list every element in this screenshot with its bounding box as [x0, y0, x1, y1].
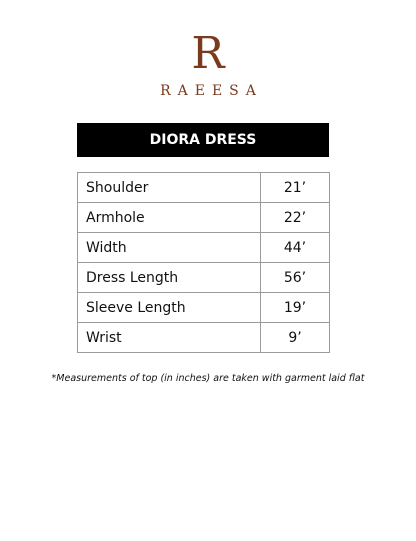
- measurement-value: 44’: [261, 233, 330, 263]
- measurement-value: 21’: [261, 173, 330, 203]
- size-chart-table: [77, 172, 330, 353]
- table-row: [78, 293, 330, 323]
- measurement-footnote: *Measurements of top (in inches) are taken with garment laid flat: [51, 373, 365, 384]
- product-title: DIORA DRESS: [149, 132, 257, 148]
- table-row: [78, 323, 330, 353]
- measurement-value: 19’: [261, 293, 330, 323]
- measurement-label: Dress Length: [78, 263, 261, 293]
- brand-name: RAEESA: [160, 83, 263, 99]
- measurement-value: 56’: [261, 263, 330, 293]
- brand-logo-monogram: R: [191, 28, 225, 79]
- measurement-label: Sleeve Length: [78, 293, 261, 323]
- table-row: [78, 173, 330, 203]
- table-row: [78, 233, 330, 263]
- measurement-value: 9’: [261, 323, 330, 353]
- table-row: [78, 263, 330, 293]
- measurement-label: Armhole: [78, 203, 261, 233]
- measurement-label: Wrist: [78, 323, 261, 353]
- table-row: [78, 203, 330, 233]
- measurement-value: 22’: [261, 203, 330, 233]
- product-title-bar: [77, 123, 329, 157]
- measurement-label: Shoulder: [78, 173, 261, 203]
- measurement-label: Width: [78, 233, 261, 263]
